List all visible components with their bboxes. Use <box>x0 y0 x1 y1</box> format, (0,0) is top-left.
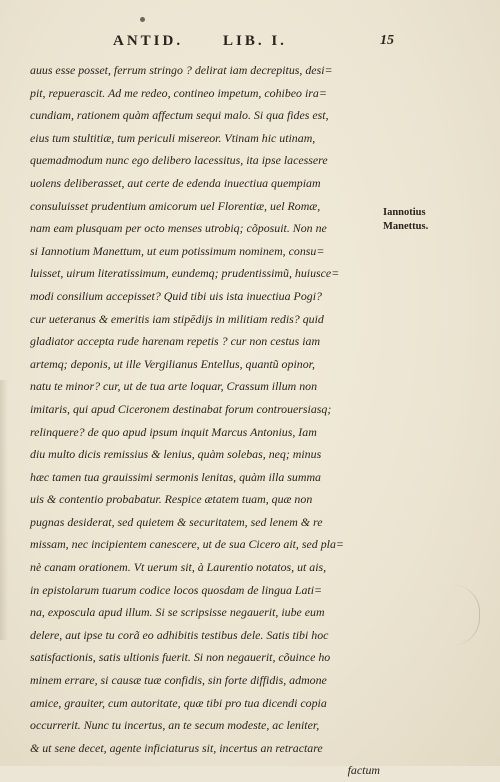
catchword: factum <box>347 763 380 778</box>
text-line: cur ueteranus & emeritis iam stipēdijs in militiam redis? quid <box>30 311 324 326</box>
text-line: occurrerit. Nunc tu incertus, an te secum modeste, ac leniter, <box>30 718 320 733</box>
margin-note-line: Manettus. <box>383 221 429 232</box>
text-line: natu te minor? cur, ut de tua arte loquar, Crassum illum non <box>30 379 318 394</box>
text-line: diu multo dicis remissius & lenius, quàm solebas, neq; minus <box>30 447 322 462</box>
running-head-middle: LIB. I. <box>223 33 287 49</box>
margin-note-line: Iannotius <box>383 207 426 218</box>
text-line: consuluisset prudentium amicorum uel Florentiæ, uel Romæ, <box>30 198 321 213</box>
ink-dot <box>140 17 145 22</box>
text-line: modi consilium accepisset? Quid tibi uis ista inuectiua Pogi? <box>30 288 322 303</box>
text-line: quemadmodum nunc ego delibero lacessitus, ita ipse lacessere <box>30 153 328 168</box>
page-crease <box>453 585 480 645</box>
text-line: amice, grauiter, cum autoritate, quæ tibi pro tua dicendi copia <box>30 695 327 710</box>
text-line: hæc tamen tua grauissimi sermonis lenitas, quàm illa summa <box>30 469 321 484</box>
body-text <box>30 59 380 782</box>
text-line: cundiam, rationem quàm affectum sequi malo. Si qua fides est, <box>30 108 329 123</box>
text-line: uis & contentio probabatur. Respice ætatem tuam, quæ non <box>30 492 313 507</box>
text-line: pugnas desiderat, sed quietem & securitatem, sed lenem & re <box>30 514 323 529</box>
text-line: & ut sene decet, agente inficiaturus sit, incertus an retractare <box>30 740 323 755</box>
page-edge-stain <box>0 380 8 640</box>
text-line: delere, aut ipse tu corã eo adhibitis testibus dele. Satis tibi hoc <box>30 627 329 642</box>
text-line: luisset, uirum literatissimum, eundemq; prudentissimũ, huiusce= <box>30 266 340 281</box>
text-line: artemq; deponis, ut ille Vergilianus Entellus, quantũ opinor, <box>30 356 315 371</box>
text-line: minem errare, si causæ tuæ confidis, sin forte diffidis, admone <box>30 673 327 688</box>
text-line: relinquere? de quo apud ipsum inquit Marcus Antonius, Iam <box>30 424 317 439</box>
text-line: eius tum stultitiæ, tum periculi misereor. Vtinam hic utinam, <box>30 130 316 145</box>
running-head-left: ANTID. <box>113 33 184 49</box>
text-line: pit, repuerascit. Ad me redeo, contineo impetum, cohibeo ira= <box>30 85 327 100</box>
text-line: missam, nec incipientem canescere, ut de sua Cicero ait, sed pla= <box>30 537 344 552</box>
page-number: 15 <box>380 33 394 48</box>
text-line: nam eam plusquam per octo menses utrobiq; cõposuit. Non ne <box>30 221 327 236</box>
text-line: in epistolarum tuarum codice locos quosdam de lingua Lati= <box>30 582 323 597</box>
text-line: nè canam orationem. Vt uerum sit, à Laurentio notatos, ut ais, <box>30 560 327 575</box>
text-line: imitaris, qui apud Ciceronem destinabat forum controuersiasq; <box>30 401 332 416</box>
text-line: na, exposcula apud illum. Si se scripsisse negauerit, iube eum <box>30 605 325 620</box>
text-line: gladiator accepta rude harenam repetis ? cur non cestus iam <box>30 334 321 349</box>
text-line: uolens deliberasset, aut certe de edenda inuectiua quempiam <box>30 175 321 190</box>
text-line: satisfactionis, satis ultionis fuerit. Si non negauerit, cõuince ho <box>30 650 331 665</box>
text-line: auus esse posset, ferrum stringo ? delirat iam decrepitus, desi= <box>30 63 333 77</box>
margin-note <box>383 206 443 234</box>
text-line: si Iannotium Manettum, ut eum potissimum nominem, consu= <box>30 243 325 258</box>
